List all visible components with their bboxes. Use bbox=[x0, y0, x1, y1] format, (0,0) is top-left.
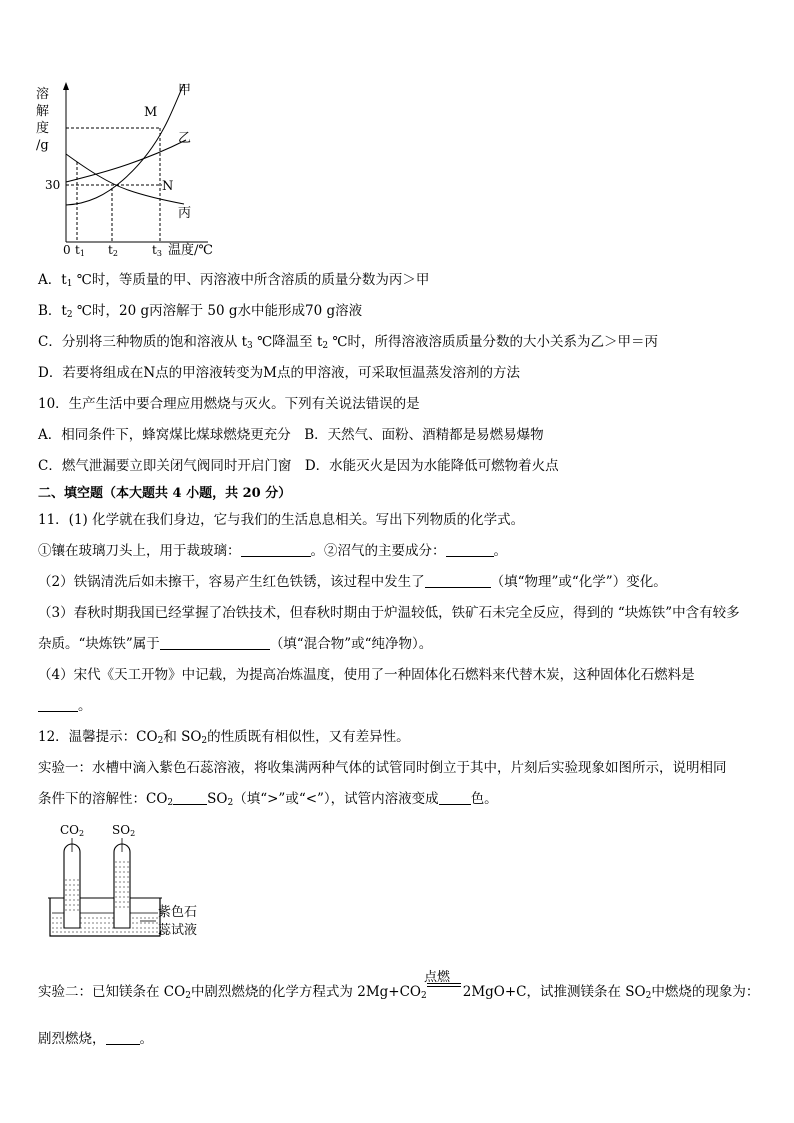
label-n: N bbox=[162, 179, 174, 194]
y-label-3: 度 bbox=[36, 121, 50, 136]
q10-options-line1: A．相同条件下，蜂窝煤比煤球燃烧更充分 B．天然气、面粉、酒精都是易燃易爆物 bbox=[38, 427, 544, 443]
answer-blank[interactable] bbox=[446, 543, 494, 557]
answer-blank[interactable] bbox=[425, 574, 491, 588]
q11-part4-line1: （4）宋代《天工开物》中记载，为提高冶炼温度，使用了一种固体化石燃料来代替木炭，这种固体化石燃料是 bbox=[38, 667, 695, 683]
test-tube-diagram bbox=[40, 818, 220, 948]
label-jia: 甲 bbox=[178, 83, 192, 98]
y-label-1: 溶 bbox=[36, 87, 50, 102]
label-yi: 乙 bbox=[178, 131, 192, 146]
q11-stem: 11．(1) 化学就在我们身边，它与我们的生活息息相关。写出下列物质的化学式。 bbox=[38, 512, 525, 528]
q10-options-line2: C．燃气泄漏要立即关闭气阀同时开启门窗 D．水能灭火是因为水能降低可燃物着火点 bbox=[38, 458, 559, 474]
x-tick-t2: t2 bbox=[108, 243, 118, 258]
q9-option-a: A．$t_1$ ℃时，等质量的甲、丙溶液中所含溶质的质量分数为丙＞甲 bbox=[38, 272, 430, 289]
liquid-label-2: 蕊试液 bbox=[158, 923, 198, 938]
co2-label: CO2 bbox=[60, 823, 85, 838]
curve-yi bbox=[66, 140, 186, 182]
x-tick-t3: t3 bbox=[152, 243, 162, 258]
section-heading: 二、填空题（本大题共 4 小题，共 20 分） bbox=[38, 486, 292, 501]
y-label-2: 解 bbox=[36, 104, 50, 119]
y-tick-30: 30 bbox=[45, 178, 61, 192]
q12-exp2-line1: 实验二：已知镁条在 $CO_2$中剧烈燃烧的化学方程式为 $2Mg+CO_2$ 2MgO+C，试推测镁条在 $SO_2$中燃烧的现象为： bbox=[38, 984, 760, 1001]
answer-blank[interactable] bbox=[241, 543, 311, 557]
q11-part1: ①镶在玻璃刀头上，用于裁玻璃： 。②沼气的主要成分： 。 bbox=[38, 543, 507, 559]
answer-blank[interactable] bbox=[38, 698, 78, 712]
q9-option-b: B．$t_2$ ℃时，20 g丙溶解于 50 g水中能形成70 g溶液 bbox=[38, 303, 363, 320]
so2-tube bbox=[114, 844, 130, 928]
q10-stem: 10．生产生活中要合理应用燃烧与灭火。下列有关说法错误的是 bbox=[38, 396, 420, 412]
label-bing: 丙 bbox=[178, 206, 192, 221]
solubility-graph bbox=[28, 70, 228, 260]
y-axis-arrow bbox=[63, 82, 69, 90]
q9-option-c: C．分别将三种物质的饱和溶液从 $t_3$ ℃降温至 $t_2$ ℃时，所得溶液溶质质量分数的大小关系为乙＞甲＝丙 bbox=[38, 334, 659, 351]
answer-blank[interactable] bbox=[173, 791, 207, 805]
label-m: M bbox=[144, 105, 158, 120]
co2-tube bbox=[64, 844, 80, 928]
answer-blank[interactable] bbox=[160, 636, 270, 650]
q12-exp1-line1: 实验一：水槽中滴入紫色石蕊溶液，将收集满两种气体的试管同时倒立于其中，片刻后实验现象如图所示，说明相同 bbox=[38, 760, 727, 776]
so2-label: SO2 bbox=[112, 823, 136, 838]
q11-part3-line1: （3）春秋时期我国已经掌握了冶铁技术，但春秋时期由于炉温较低，铁矿石未完全反应，得到的 “块炼铁”中含有较多 bbox=[38, 605, 740, 621]
answer-blank[interactable] bbox=[439, 791, 471, 805]
answer-blank[interactable] bbox=[106, 1031, 140, 1045]
y-label-4: /g bbox=[36, 138, 49, 153]
q12-stem: 12．温馨提示：$CO_2$和 $SO_2$的性质既有相似性，又有差异性。 bbox=[38, 729, 410, 746]
x-axis-label: 温度/℃ bbox=[168, 243, 213, 258]
x-tick-0: 0 bbox=[63, 243, 71, 257]
x-tick-t1: t1 bbox=[75, 243, 85, 258]
q11-part4-line2: 。 bbox=[38, 698, 92, 714]
q12-exp1-line2: 条件下的溶解性：$CO_2$ $SO_2$（填“>”或“<”），试管内溶液变成 色。 bbox=[38, 791, 498, 808]
q12-exp2-line2: 剧烈燃烧， 。 bbox=[38, 1031, 153, 1047]
q9-option-d: D．若要将组成在N点的甲溶液转变为M点的甲溶液，可采取恒温蒸发溶剂的方法 bbox=[38, 365, 520, 381]
liquid-label-1: 紫色石 bbox=[158, 905, 198, 920]
q11-part2: （2）铁锅清洗后如未擦干，容易产生红色铁锈，该过程中发生了 （填“物理”或“化学”）变化。 bbox=[38, 574, 667, 590]
q11-part3-line2: 杂质。“块炼铁”属于 （填“混合物”或“纯净物）。 bbox=[38, 636, 433, 652]
reaction-condition: 点燃 bbox=[424, 970, 451, 985]
